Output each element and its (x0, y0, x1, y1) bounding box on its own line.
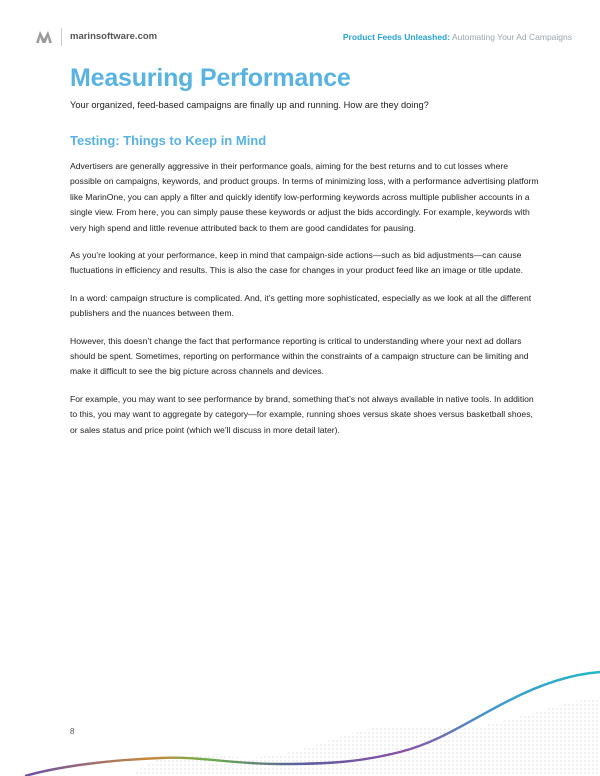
document-title-bold: Product Feeds Unleashed: (342, 32, 451, 42)
page-header (0, 28, 600, 48)
paragraph: In a word: campaign structure is complicated. And, it’s getting more sophisticated, especially as we look at all the different publishers and the nuances between them. (70, 292, 532, 319)
page-number: 8 (70, 727, 75, 736)
decorative-wave (0, 660, 600, 776)
intro-text: Your organized, feed-based campaigns are finally up and running. How are they doing? (70, 100, 429, 110)
paragraph: Advertisers are generally aggressive in their performance goals, aiming for the best returns and to cut losses where possible on campaigns, keywords, and product groups. In terms of minimizing loss, with a performance advertising platform like MarinOne, you can apply a filter and quickly identify low-performing keywords across multiple publisher accounts in a single view. From here, you can simply pause these keywords or adjust the bids accordingly. For example, keywords with very high spend and little revenue attributed back to them are good candidates for pausing. (70, 161, 539, 233)
marin-logo-icon (36, 31, 52, 43)
paragraph: As you’re looking at your performance, keep in mind that campaign-side actions—such as bid adjustments—can cause fluctuations in efficiency and results. This is also the case for changes in your product feed like an image or title update. (70, 250, 524, 276)
page-title: Measuring Performance (70, 64, 351, 92)
paragraph: However, this doesn’t change the fact that performance reporting is critical to understanding where your next ad dollars should be spent. Sometimes, reporting on performance within the constraints of a campaign structure can be limiting and make it difficult to see the big picture across channels and devices. (70, 335, 529, 377)
section-heading: Testing: Things to Keep in Mind (70, 133, 267, 148)
header-divider (61, 28, 62, 46)
paragraph: For example, you may want to see performance by brand, something that’s not always available in native tools. In addition to this, you may want to aggregate by category—for example, running shoes versus skate shoes versus basketball shoes, or sales status and price point (which we’ll discuss in more detail later). (70, 393, 534, 435)
document-title (343, 32, 572, 42)
dot-field (130, 698, 600, 776)
main-content (70, 62, 540, 438)
document-title-rest: Automating Your Ad Campaigns (450, 32, 572, 42)
site-url[interactable]: marinsoftware.com (70, 31, 158, 42)
